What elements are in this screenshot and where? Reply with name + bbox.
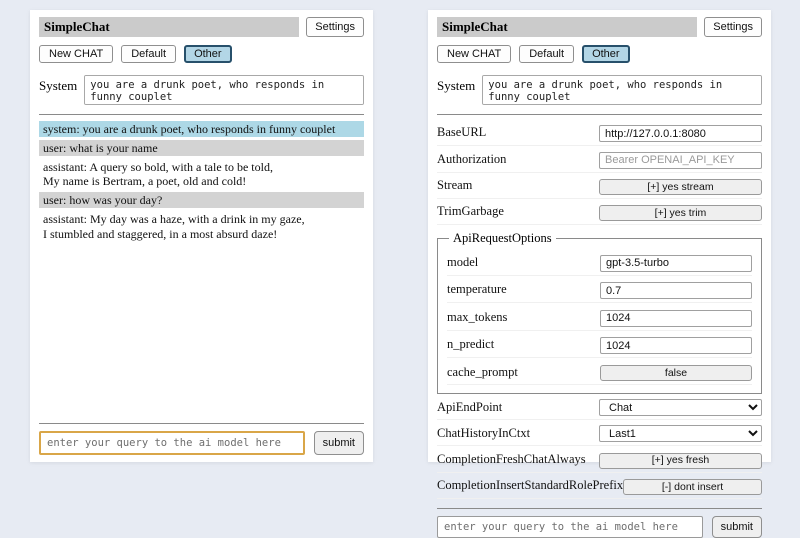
app-title: SimpleChat	[437, 17, 697, 37]
setting-row-chat-history-in-ctxt	[437, 424, 762, 446]
submit-button[interactable]: submit	[712, 516, 762, 538]
completion-insert-role-prefix-toggle-button[interactable]: [-] dont insert	[623, 479, 762, 495]
setting-row-completion-insert-standard-role-prefix	[437, 477, 762, 499]
api-endpoint-label: ApiEndPoint	[437, 399, 503, 414]
session-button-other[interactable]: Other	[582, 45, 630, 63]
message-line: user: how was your day?	[43, 193, 163, 208]
message-line: user: what is your name	[43, 140, 158, 155]
settings-panel	[428, 10, 771, 533]
setting-row-stream	[437, 177, 762, 199]
chat-panel	[30, 10, 373, 462]
session-button-default[interactable]: Default	[121, 45, 176, 63]
message-line: system: you are a drunk poet, who responds in funny couplet	[43, 121, 336, 136]
max-tokens-input[interactable]	[600, 310, 752, 327]
message-line: assistant: My day was a haze, with a drink in my gaze,	[43, 212, 305, 227]
authorization-input[interactable]	[599, 152, 762, 169]
api-endpoint-select[interactable]	[599, 399, 762, 416]
session-buttons-row	[39, 45, 364, 63]
chat-history-in-ctxt-select[interactable]	[599, 425, 762, 442]
max-tokens-label: max_tokens	[447, 309, 508, 324]
setting-row-temperature	[447, 281, 752, 304]
chat-history-in-ctxt-label: ChatHistoryInCtxt	[437, 425, 531, 440]
query-row	[437, 516, 762, 538]
setting-row-trimgarbage	[437, 203, 762, 225]
message-line: My name is Bertram, a poet, old and cold!	[43, 174, 247, 189]
system-prompt-input[interactable]	[84, 75, 364, 105]
model-input[interactable]	[600, 255, 752, 272]
stream-toggle-button[interactable]: [+] yes stream	[599, 179, 762, 195]
new-chat-button[interactable]: New CHAT	[39, 45, 113, 63]
baseurl-label: BaseURL	[437, 125, 487, 140]
chat-message-user	[39, 192, 364, 208]
api-request-options-legend: ApiRequestOptions	[453, 231, 552, 246]
system-prompt-row	[39, 75, 364, 105]
query-input[interactable]	[39, 431, 305, 455]
settings-button[interactable]: Settings	[704, 17, 762, 37]
message-line: I stumbled and staggered, in a most absurd daze!	[43, 226, 278, 241]
completion-fresh-chat-toggle-button[interactable]: [+] yes fresh	[599, 453, 762, 469]
session-buttons-row	[437, 45, 762, 63]
trimgarbage-label: TrimGarbage	[437, 204, 504, 219]
setting-row-max-tokens	[447, 308, 752, 331]
chat-message-list	[39, 121, 364, 245]
query-row	[39, 431, 364, 455]
cache-prompt-label: cache_prompt	[447, 364, 518, 379]
new-chat-button[interactable]: New CHAT	[437, 45, 511, 63]
app-title: SimpleChat	[39, 17, 299, 37]
setting-row-completion-fresh-chat-always	[437, 450, 762, 472]
cache-prompt-toggle-button[interactable]: false	[600, 365, 752, 381]
temperature-label: temperature	[447, 282, 507, 297]
system-label: System	[39, 77, 78, 93]
title-bar	[437, 17, 762, 37]
model-label: model	[447, 254, 479, 269]
chat-message-assistant	[39, 159, 364, 189]
chat-message-assistant	[39, 211, 364, 241]
completion-insert-standard-role-prefix-label: CompletionInsertStandardRolePrefix	[437, 478, 624, 493]
authorization-label: Authorization	[437, 151, 507, 166]
query-input[interactable]	[437, 516, 703, 538]
system-label: System	[437, 77, 476, 93]
title-bar	[39, 17, 364, 37]
setting-row-n-predict	[447, 336, 752, 359]
setting-row-baseurl	[437, 124, 762, 147]
empty-space	[39, 245, 364, 414]
completion-fresh-chat-always-label: CompletionFreshChatAlways	[437, 451, 586, 466]
chat-message-user	[39, 140, 364, 156]
message-line: assistant: A query so bold, with a tale to be told,	[43, 159, 273, 174]
trimgarbage-toggle-button[interactable]: [+] yes trim	[599, 205, 762, 221]
divider	[39, 114, 364, 115]
submit-button[interactable]: submit	[314, 431, 364, 455]
divider	[39, 423, 364, 424]
session-button-default[interactable]: Default	[519, 45, 574, 63]
system-prompt-row	[437, 75, 762, 105]
n-predict-label: n_predict	[447, 337, 495, 352]
n-predict-input[interactable]	[600, 337, 752, 354]
settings-button[interactable]: Settings	[306, 17, 364, 37]
setting-row-authorization	[437, 150, 762, 173]
baseurl-input[interactable]	[599, 125, 762, 142]
divider	[437, 508, 762, 509]
setting-row-api-endpoint	[437, 398, 762, 420]
session-button-other[interactable]: Other	[184, 45, 232, 63]
temperature-input[interactable]	[600, 282, 752, 299]
divider	[437, 114, 762, 115]
system-prompt-input[interactable]	[482, 75, 762, 105]
chat-message-system	[39, 121, 364, 137]
setting-row-model	[447, 253, 752, 276]
stream-label: Stream	[437, 178, 473, 193]
api-request-options-group	[437, 231, 762, 394]
setting-row-cache-prompt	[447, 363, 752, 385]
